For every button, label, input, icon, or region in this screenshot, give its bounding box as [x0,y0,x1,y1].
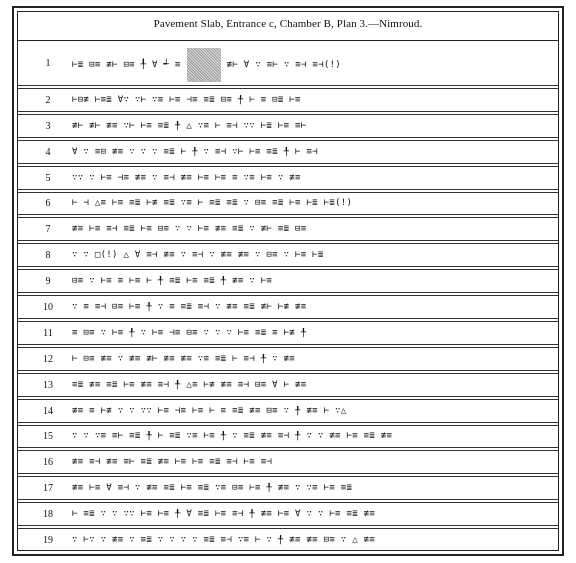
inscription-line [18,296,558,322]
inscription-line [18,270,558,296]
inscription-line [18,503,558,529]
cuneiform-signs: ⊢ ⊣ △≡ ⊢≡ ≡≣ ⊢≢ ≡≣ ∵≡ ⊢ ≡≣ ≡≣ ∵ ⊟≡ ≡≣ ⊢≡ ⊢≣ ⊢≣(!) [72,198,353,209]
line-divider [18,447,558,448]
cuneiform-text [72,509,552,519]
line-divider [18,318,558,319]
line-divider [18,344,558,345]
line-number: 1 [45,58,51,69]
inscription-line [18,348,558,374]
line-divider [18,370,558,371]
damaged-area [187,48,221,82]
line-number: 17 [43,483,53,495]
inscription-line [18,529,558,555]
cuneiform-text [72,250,552,260]
inscription-line [18,374,558,400]
slab-frame [12,6,564,556]
line-number: 13 [43,379,53,391]
line-divider [18,240,558,241]
cuneiform-signs: ≡ ⊟≡ ∵ ⊢≡ ╀ ∵ ⊢≡ ⊣≡ ⊟≡ ∵ ∵ ∵ ⊢≡ ≡≣ ≡ ⊢≢ ╀ [72,327,307,338]
cuneiform-signs: ∀ ∵ ≡⊟ ≢≡ ∵ ∵ ∵ ≡≣ ⊢ ╀ ∵ ≡⊣ ∵⊢ ⊢≡ ≡≣ ╀ ⊢ ≡⊣ [72,146,318,157]
line-divider [18,189,558,190]
cuneiform-signs: ≢≡ ⊢≡ ≡⊣ ≡≣ ⊢≡ ⊟≡ ∵ ∵ ⊢≡ ≢≡ ≡≣ ∵ ≢⊢ ≡≣ ⊟≡ [72,224,307,235]
cuneiform-text [72,47,552,83]
cuneiform-signs: ∵ ∵ □(!) △ ∀ ≡⊣ ≢≡ ∵ ≡⊣ ∵ ≢≡ ≢≡ ∵ ⊟≡ ∵ ⊢≡ ⊢≣ [72,250,324,261]
line-number: 16 [43,457,53,469]
line-number: 14 [43,405,53,417]
cuneiform-signs: ≢⊢ ≢⊢ ≢≡ ∵⊢ ⊢≡ ≡≣ ╀ △ ∵≡ ⊢ ≡⊣ ∵∵ ⊢≣ ⊢≡ ≡⊢ [72,120,307,131]
cuneiform-text [72,147,552,157]
inscription-line [18,115,558,141]
inscription-line [18,477,558,503]
inscription-line [18,218,558,244]
line-number: 8 [45,250,51,262]
line-number: 11 [43,327,53,339]
line-number: 4 [45,146,51,158]
line-number: 6 [45,198,51,210]
line-divider [18,137,558,138]
cuneiform-signs: ≢≡ ≡ ⊢≢ ∵ ∵ ∵∵ ⊢≡ ⊣≡ ⊢≡ ⊢ ≡ ≡≣ ≢≡ ⊟≡ ∵ ╀ ≢≡ ⊢ ∵△ [72,405,347,416]
inscription-line [18,244,558,270]
cuneiform-signs: ⊢ ≡≣ ∵ ∵ ∵∵ ⊢≡ ⊢≡ ╀ ∀ ≡≣ ⊢≡ ≡⊣ ╀ ≢≡ ⊢≡ ∀ ∵ ∵ ⊢≡ ≡≣ ≢≡ [72,509,376,520]
inscription-rows [18,41,558,550]
cuneiform-text [72,276,552,286]
cuneiform-text [72,302,552,312]
cuneiform-signs: ⊟≡ ∵ ⊢≡ ≡ ⊢≡ ⊢ ╀ ≡≣ ⊢≡ ≡≣ ╀ ≢≡ ∵ ⊢≡ [72,276,273,287]
cuneiform-signs: ⊢⊟≢ ⊢≡≣ ∀∵ ∵⊢ ∵≡ ⊢≡ ⊣≡ ≡≣ ⊟≡ ╀ ⊢ ≡ ⊟≣ ⊢≡ [72,94,301,105]
line-divider [18,292,558,293]
inscription-line [18,41,558,89]
cuneiform-signs: ≢⊢ ∀ ∵ ≡⊢ ∵ ≡⊣ ≡⊣(!) [226,60,342,70]
line-number: 10 [43,302,53,314]
cuneiform-signs: ∵∵ ∵ ⊢≡ ⊣≡ ≢≡ ∵ ≡⊣ ≢≡ ⊢≡ ⊢≡ ≡ ∵≡ ⊢≡ ∵ ≢≡ [72,172,301,183]
line-divider [18,266,558,267]
cuneiform-signs: ∵ ≡ ≡⊣ ⊟≡ ⊢≡ ╀ ∵ ≡ ≡≣ ≡⊣ ∵ ≢≡ ≡≣ ≢⊢ ⊢≢ ≢≡ [72,302,307,313]
line-divider [18,499,558,500]
cuneiform-text [72,483,552,493]
cuneiform-text [72,173,552,183]
line-divider [18,111,558,112]
line-number: 15 [43,431,53,443]
line-divider [18,525,558,526]
line-number: 12 [43,353,53,365]
cuneiform-signs: ∵ ⊢∵ ∵ ≢≡ ∵ ≡≣ ∵ ∵ ∵ ∵ ≡≣ ≡⊣ ∵≡ ⊢ ∵ ╀ ≢≡ ≢≡ ⊟≡ ∵ △ ≢≡ [72,535,376,546]
line-number: 2 [45,94,51,106]
inscription-line [18,400,558,426]
slab-inner-border [17,11,559,551]
cuneiform-text [72,535,552,545]
cuneiform-text [72,95,552,105]
cuneiform-signs: ≢≡ ≡⊣ ≢≡ ≡⊢ ≡≣ ≢≡ ⊢≡ ⊢≡ ≡≣ ≡⊣ ⊢≡ ≡⊣ [72,457,273,468]
line-number: 19 [43,535,53,547]
cuneiform-signs: ⊢≣ ⊟≡ ≢⊢ ⊟≡ ╀ ∀ ┵ ≡ [72,60,181,70]
inscription-line [18,141,558,167]
inscription-line [18,322,558,348]
line-number: 9 [45,276,51,288]
line-number: 7 [45,224,51,236]
cuneiform-signs: ⊢ ⊟≡ ≢≡ ∵ ≢≡ ≢⊢ ≢≡ ≢≡ ∵≡ ≡≣ ⊢ ≡⊣ ╀ ∵ ≢≡ [72,353,296,364]
inscription-line [18,167,558,193]
cuneiform-text [72,406,552,416]
line-divider [18,473,558,474]
cuneiform-text [72,354,552,364]
cuneiform-signs: ≡≣ ≢≡ ≡≣ ⊢≡ ≢≡ ≡⊣ ╀ △≡ ⊢≢ ≢≡ ≡⊣ ⊟≡ ∀ ⊢ ≢≡ [72,379,307,390]
line-number: 5 [45,172,51,184]
line-divider [18,422,558,423]
cuneiform-text [72,380,552,390]
cuneiform-text [72,121,552,131]
cuneiform-signs: ∵ ∵ ∵≡ ≡⊢ ≡≣ ╀ ⊢ ≡≣ ∵≡ ⊢≡ ╀ ∵ ≡≣ ≢≡ ≡⊣ ╀ ∵ ∵ ≢≡ ⊢≡ ≡≣ ≢≡ [72,431,393,442]
cuneiform-text [72,431,552,441]
inscription-line [18,89,558,115]
cuneiform-text [72,224,552,234]
cuneiform-text [72,457,552,467]
line-divider [18,85,558,86]
line-number: 18 [43,509,53,521]
line-divider [18,396,558,397]
inscription-line [18,426,558,452]
line-divider [18,214,558,215]
line-divider [18,163,558,164]
cuneiform-text [72,198,552,208]
inscription-line [18,193,558,219]
cuneiform-signs: ≢≡ ⊢≡ ∀ ≡⊣ ∵ ≢≡ ≡≣ ⊢≡ ≡≣ ∵≡ ⊟≡ ⊢≡ ╀ ≢≡ ∵ ∵≡ ⊢≡ ≡≣ [72,483,353,494]
page-title: Pavement Slab, Entrance c, Chamber B, Plan 3.—Nimroud. [153,18,423,30]
cuneiform-text [72,328,552,338]
inscription-line [18,451,558,477]
line-number: 3 [45,120,51,132]
